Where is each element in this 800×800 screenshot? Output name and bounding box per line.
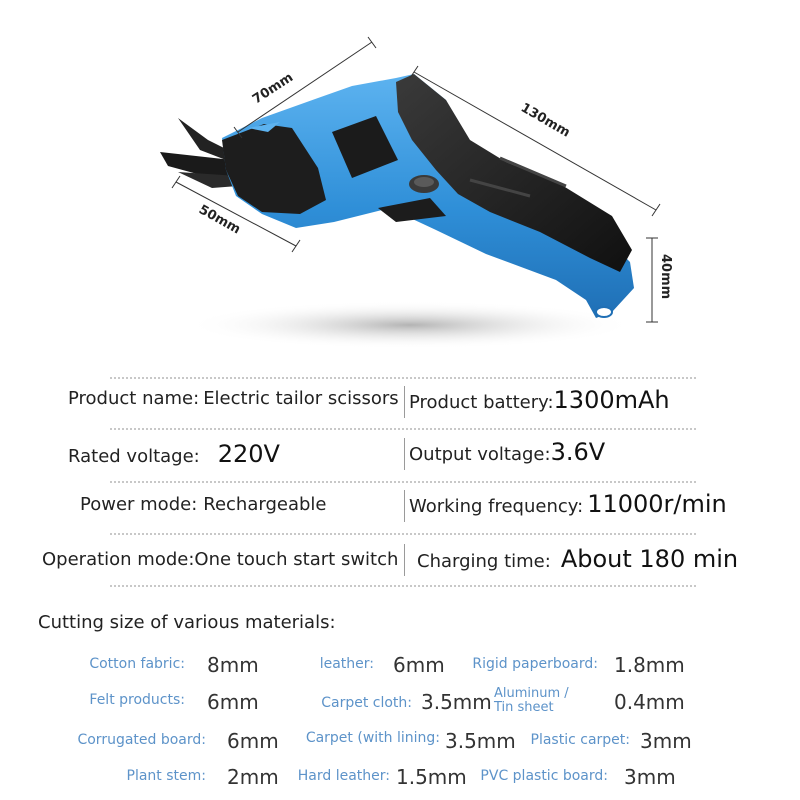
spec-separator xyxy=(110,481,696,483)
spec-row-charging-time xyxy=(409,545,789,573)
material-value: 6mm xyxy=(207,690,259,714)
spec-row-working-frequency xyxy=(409,490,789,518)
spec-value: Electric tailor scissors xyxy=(203,388,399,409)
materials-heading: Cutting size of various materials: xyxy=(38,612,336,633)
spec-separator xyxy=(110,585,696,587)
material-label: Cotton fabric: xyxy=(89,656,185,672)
dimension-70mm-label: 70mm xyxy=(250,70,297,108)
spec-label: Operation mode: xyxy=(42,549,195,570)
material-label: Carpet cloth: xyxy=(321,695,412,711)
material-label: Corrugated board: xyxy=(77,732,206,748)
dimension-50mm-label: 50mm xyxy=(196,202,243,238)
material-label: Hard leather: xyxy=(297,768,390,784)
material-label-two-line xyxy=(494,687,569,715)
spec-label: Rated voltage: xyxy=(68,446,200,467)
material-label: PVC plastic board: xyxy=(480,768,608,784)
spec-value: 220V xyxy=(217,440,280,468)
material-value: 3mm xyxy=(624,765,676,789)
spec-label: Power mode: xyxy=(80,494,198,515)
material-value: 6mm xyxy=(227,729,279,753)
material-value: 6mm xyxy=(393,653,445,677)
spec-label: Product battery: xyxy=(409,392,554,413)
material-value: 0.4mm xyxy=(614,690,685,714)
spec-divider xyxy=(404,544,405,576)
spec-row-output-voltage xyxy=(409,438,789,466)
spec-separator xyxy=(110,377,696,379)
spec-value: 3.6V xyxy=(550,438,606,466)
spec-value: 1300mAh xyxy=(553,386,670,414)
material-label: Plant stem: xyxy=(126,768,206,784)
dimension-40mm xyxy=(646,238,658,322)
spec-row-product-battery xyxy=(409,386,789,414)
material-label: Felt products: xyxy=(89,692,185,708)
material-label: leather: xyxy=(319,656,374,672)
spec-row-product-name xyxy=(0,388,400,409)
material-label: Carpet (with lining: xyxy=(305,730,440,746)
dimension-40mm-label: 40mm xyxy=(658,254,673,300)
spec-value: About 180 min xyxy=(560,545,739,573)
material-value: 1.8mm xyxy=(614,653,685,677)
material-value: 2mm xyxy=(227,765,279,789)
spec-value: Rechargeable xyxy=(203,494,327,515)
material-value: 3mm xyxy=(640,729,692,753)
spec-value: One touch start switch xyxy=(194,549,399,570)
spec-row-rated-voltage xyxy=(0,440,400,468)
material-value: 3.5mm xyxy=(421,690,492,714)
spec-divider xyxy=(404,490,405,522)
material-value: 3.5mm xyxy=(445,729,516,753)
spec-label: Output voltage: xyxy=(409,444,551,465)
spec-label: Charging time: xyxy=(417,551,551,572)
spec-value: 11000r/min xyxy=(587,490,727,518)
spec-label: Working frequency: xyxy=(409,496,584,517)
lanyard-loop xyxy=(596,307,612,317)
material-label: Aluminum / xyxy=(494,686,569,701)
material-value: 8mm xyxy=(207,653,259,677)
dimension-130mm-label: 130mm xyxy=(518,100,573,141)
spec-separator xyxy=(110,428,696,430)
material-label: Rigid paperboard: xyxy=(472,656,598,672)
spec-row-operation-mode xyxy=(0,549,400,570)
spec-row-power-mode xyxy=(0,494,400,515)
product-image xyxy=(0,0,800,365)
spec-divider xyxy=(404,386,405,418)
material-value: 1.5mm xyxy=(396,765,467,789)
spec-divider xyxy=(404,438,405,470)
material-label: Tin sheet xyxy=(494,700,554,715)
material-label: Plastic carpet: xyxy=(530,732,630,748)
spec-label: Product name: xyxy=(68,388,200,409)
spec-separator xyxy=(110,533,696,535)
product-shadow xyxy=(185,301,635,349)
